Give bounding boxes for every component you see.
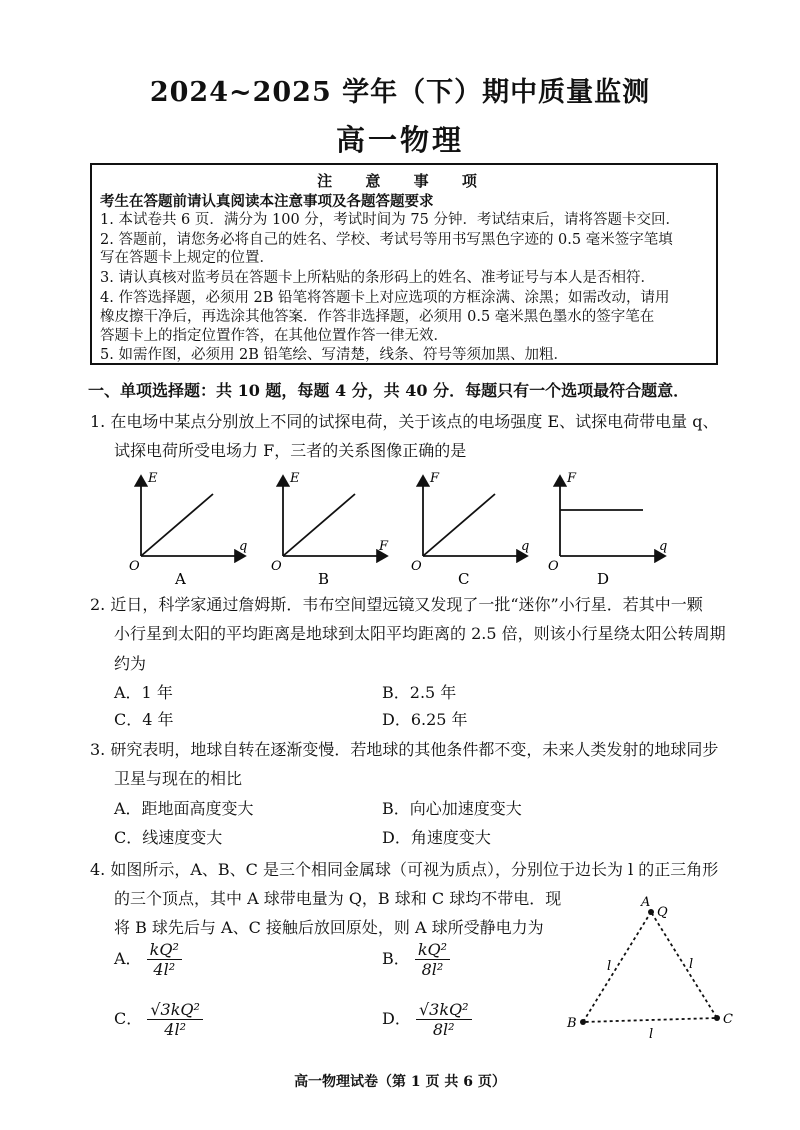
graph-c-ylabel: F — [430, 471, 440, 486]
notice-title: 注 意 事 项 — [317, 172, 491, 190]
vertex-c-label: C — [723, 1012, 733, 1027]
q3-stem-line1: 3. 研究表明，地球自转在逐渐变慢．若地球的其他条件都不变，未来人类发射的地球同步 — [90, 740, 719, 759]
vertex-b-label: B — [567, 1016, 577, 1031]
q1-stem-line2: 试探电荷所受电场力 F，三者的关系图像正确的是 — [114, 441, 467, 460]
exam-title: 2024~2025 学年（下）期中质量监测 — [149, 77, 651, 108]
graph-d-origin: O — [548, 559, 559, 574]
q2-stem-line3: 约为 — [114, 654, 147, 673]
q4-option-c-letter: C． — [114, 1009, 143, 1028]
q4-option-d-denominator: 8l² — [432, 1020, 455, 1039]
q4-option-a-numerator: kQ² — [147, 940, 182, 960]
q4-option-a-fraction — [147, 940, 182, 979]
q1-graphs — [115, 466, 675, 591]
q3-option-a: A．距地面高度变大 — [114, 799, 254, 818]
q2-stem-line1: 2. 近日，科学家通过詹姆斯．韦布空间望远镜又发现了一批“迷你”小行星．若其中一颗 — [90, 595, 703, 614]
subject-title: 高一物理 — [335, 123, 464, 157]
q4-option-c-fraction — [147, 1000, 203, 1039]
q4-option-d — [382, 1000, 472, 1039]
q4-option-c — [114, 1000, 203, 1039]
q2-option-c: C．4 年 — [114, 710, 174, 729]
graph-c — [411, 471, 529, 588]
graph-b-line — [283, 494, 355, 556]
q4-option-b — [382, 940, 450, 979]
graph-b-origin: O — [271, 559, 282, 574]
graph-b — [271, 471, 389, 588]
notice-line: 2. 答题前，请您务必将自己的姓名、学校、考试号等用书写黑色字迹的 0.5 毫米签字笔填 — [100, 232, 673, 248]
q4-option-c-numerator: √3kQ² — [147, 1000, 203, 1020]
ball-c — [714, 1015, 720, 1021]
page-footer: 高一物理试卷（第 1 页 共 6 页） — [294, 1074, 506, 1090]
q2-stem-line2: 小行星到太阳的平均距离是地球到太阳平均距离的 2.5 倍，则该小行星绕太阳公转周期 — [114, 624, 726, 643]
notice-line: 写在答题卡上规定的位置． — [100, 250, 274, 266]
graph-d — [548, 471, 667, 588]
q4-option-c-denominator: 4l² — [164, 1020, 186, 1039]
q4-stem-line2: 的三个顶点，其中 A 球带电量为 Q，B 球和 C 球均不带电．现 — [114, 889, 562, 908]
q4-option-a-denominator: 4l² — [153, 960, 176, 979]
graph-c-xlabel: q — [521, 539, 530, 554]
q4-option-d-fraction — [416, 1000, 472, 1039]
graph-a — [129, 471, 247, 588]
notice-line: 3. 请认真核对监考员在答题卡上所粘贴的条形码上的姓名、准考证号与本人是否相符． — [100, 270, 655, 286]
q4-triangle-figure — [555, 892, 740, 1042]
charge-q-label: Q — [657, 905, 668, 920]
q4-option-b-letter: B． — [382, 949, 410, 968]
q2-option-a: A．1 年 — [114, 683, 173, 702]
q4-stem-line1: 4. 如图所示，A、B、C 是三个相同金属球（可视为质点），分别位于边长为 l 的正三角形 — [90, 860, 719, 879]
side-l-right: l — [689, 957, 694, 972]
notice-line: 5. 如需作图，必须用 2B 铅笔绘、写清楚，线条、符号等须加黑、加粗． — [100, 347, 569, 363]
q2-option-b: B．2.5 年 — [382, 683, 457, 702]
graph-c-line — [423, 494, 495, 556]
side-l-bottom: l — [649, 1027, 654, 1042]
graph-c-label: C — [458, 570, 470, 588]
graph-c-origin: O — [411, 559, 422, 574]
graph-d-xlabel: q — [659, 539, 668, 554]
q4-option-d-numerator: √3kQ² — [416, 1000, 472, 1020]
graph-a-ylabel: E — [148, 471, 158, 486]
q4-option-d-letter: D． — [382, 1009, 411, 1028]
graph-a-line — [141, 494, 213, 556]
graph-a-origin: O — [129, 559, 140, 574]
ball-b — [580, 1019, 586, 1025]
graph-b-xlabel: F — [379, 539, 389, 554]
notice-line: 橡皮擦干净后，再选涂其他答案．作答非选择题，必须用 0.5 毫米黑色墨水的签字笔在 — [100, 309, 655, 325]
notice-lead: 考生在答题前请认真阅读本注意事项及各题答题要求 — [100, 193, 434, 210]
notice-line: 1. 本试卷共 6 页．满分为 100 分，考试时间为 75 分钟．考试结束后，请将答题卡交回． — [100, 212, 680, 228]
notice-line: 4. 作答选择题，必须用 2B 铅笔将答题卡上对应选项的方框涂满、涂黑；如需改动，请用 — [100, 290, 670, 306]
q3-option-c: C．线速度变大 — [114, 828, 223, 847]
graph-a-xlabel: q — [239, 539, 248, 554]
graph-d-ylabel: F — [567, 471, 577, 486]
q4-option-b-fraction — [415, 940, 450, 979]
notice-line: 答题卡上的指定位置作答，在其他位置作答一律无效． — [100, 328, 448, 344]
vertex-a-label: A — [641, 895, 651, 910]
q4-option-a-letter: A． — [114, 949, 142, 968]
q3-option-d: D．角速度变大 — [382, 828, 491, 847]
q2-option-d: D．6.25 年 — [382, 710, 468, 729]
side-l-left: l — [607, 959, 612, 974]
graph-a-label: A — [175, 570, 186, 588]
graph-d-label: D — [597, 570, 610, 588]
q4-stem-line3: 将 B 球先后与 A、C 接触后放回原处，则 A 球所受静电力为 — [114, 918, 544, 937]
q3-stem-line2: 卫星与现在的相比 — [114, 769, 243, 788]
q4-option-b-denominator: 8l² — [421, 960, 444, 979]
graph-b-label: B — [318, 570, 330, 588]
q3-option-b: B．向心加速度变大 — [382, 799, 522, 818]
graph-b-ylabel: E — [290, 471, 300, 486]
q1-stem-line1: 1. 在电场中某点分别放上不同的试探电荷，关于该点的电场强度 E、试探电荷带电量 q、 — [90, 412, 719, 431]
q4-option-b-numerator: kQ² — [415, 940, 450, 960]
triangle-outline — [583, 912, 717, 1022]
section-heading: 一、单项选择题：共 10 题，每题 4 分，共 40 分．每题只有一个选项最符合题意． — [88, 381, 690, 400]
q4-option-a — [114, 940, 182, 979]
